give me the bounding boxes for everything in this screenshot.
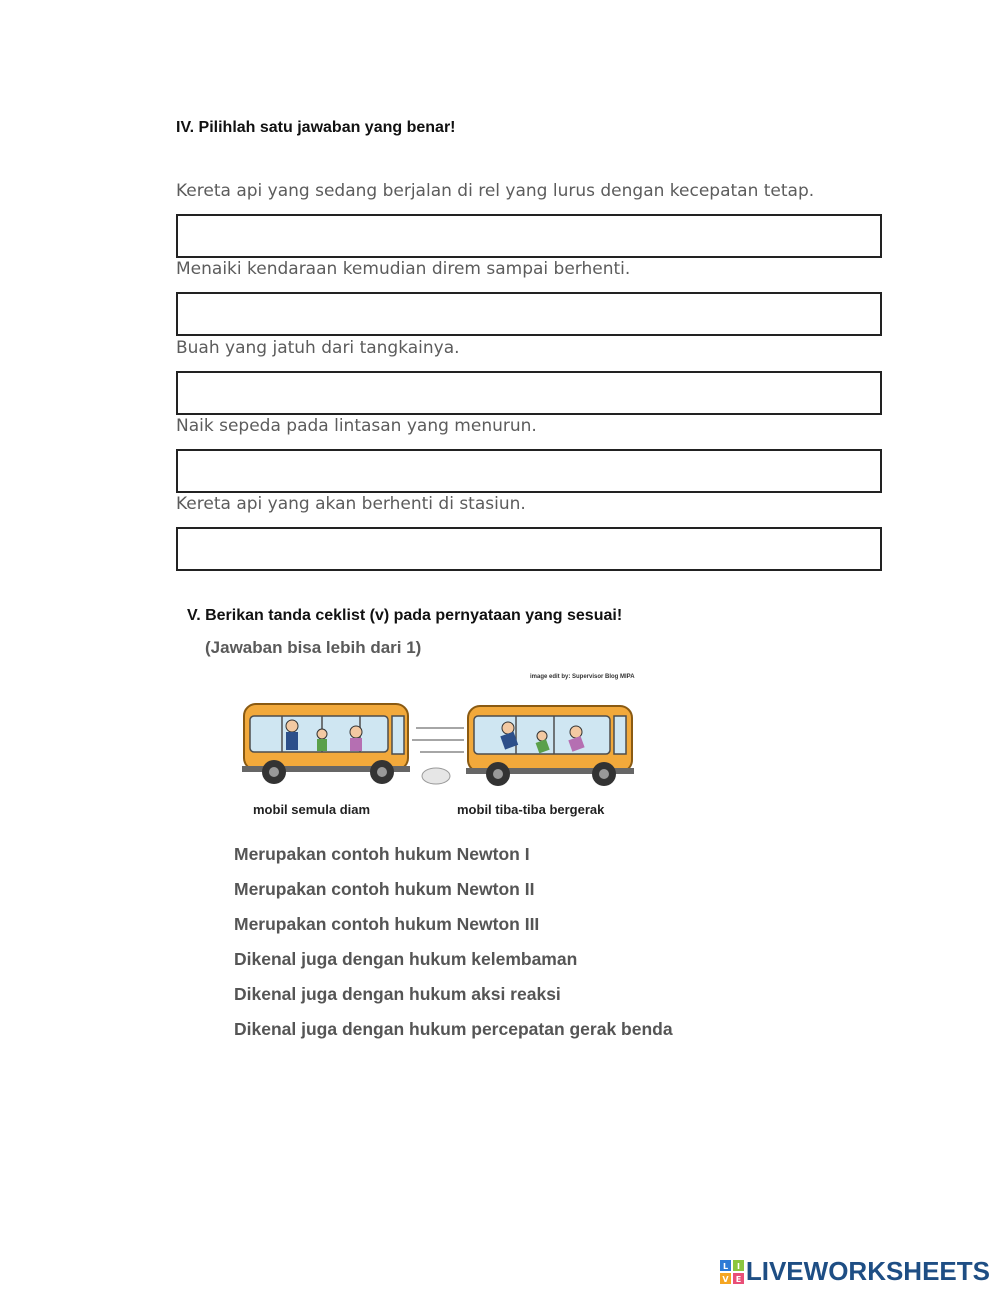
bus-moving-icon: [412, 706, 634, 786]
logo-letter-1: L: [722, 1261, 728, 1271]
statement-4[interactable]: Dikenal juga dengan hukum kelembaman: [234, 949, 578, 969]
logo-letter-3: V: [722, 1274, 729, 1284]
statement-3[interactable]: Merupakan contoh hukum Newton III: [234, 914, 540, 934]
image-credit: image edit by: Supervisor Blog MIPA: [530, 674, 635, 680]
bus-still-icon: [242, 704, 410, 784]
section-4-title: IV. Pilihlah satu jawaban yang benar!: [176, 119, 456, 136]
statement-6[interactable]: Dikenal juga dengan hukum percepatan gerak benda: [234, 1019, 673, 1039]
caption-right: mobil tiba-tiba bergerak: [457, 802, 605, 817]
brand-name: LIVEWORKSHEETS: [745, 1256, 990, 1286]
answer-box-3[interactable]: [176, 371, 882, 415]
answer-box-2[interactable]: [176, 292, 882, 336]
question-5-text: Kereta api yang akan berhenti di stasiun.: [176, 494, 526, 514]
caption-left: mobil semula diam: [253, 802, 371, 817]
logo-letter-4: E: [735, 1274, 742, 1284]
bus-illustration: [236, 670, 640, 822]
bus-illustration-svg: [236, 670, 640, 822]
question-3-text: Buah yang jatuh dari tangkainya.: [176, 338, 460, 358]
statement-2[interactable]: Merupakan contoh hukum Newton II: [234, 879, 535, 899]
answer-box-4[interactable]: [176, 449, 882, 493]
statement-5[interactable]: Dikenal juga dengan hukum aksi reaksi: [234, 984, 561, 1004]
question-1-text: Kereta api yang sedang berjalan di rel yang lurus dengan kecepatan tetap.: [176, 181, 815, 201]
question-2-text: Menaiki kendaraan kemudian direm sampai berhenti.: [176, 259, 631, 279]
liveworksheets-logo-icon: [720, 1260, 744, 1284]
question-4-text: Naik sepeda pada lintasan yang menurun.: [176, 416, 537, 436]
section-5-title: V. Berikan tanda ceklist (v) pada pernyataan yang sesuai!: [187, 607, 623, 624]
section-5-note: (Jawaban bisa lebih dari 1): [205, 638, 422, 657]
logo-letter-2: I: [736, 1261, 740, 1271]
answer-box-1[interactable]: [176, 214, 882, 258]
answer-box-5[interactable]: [176, 527, 882, 571]
statement-1[interactable]: Merupakan contoh hukum Newton I: [234, 844, 530, 864]
liveworksheets-brand: [720, 1256, 990, 1287]
